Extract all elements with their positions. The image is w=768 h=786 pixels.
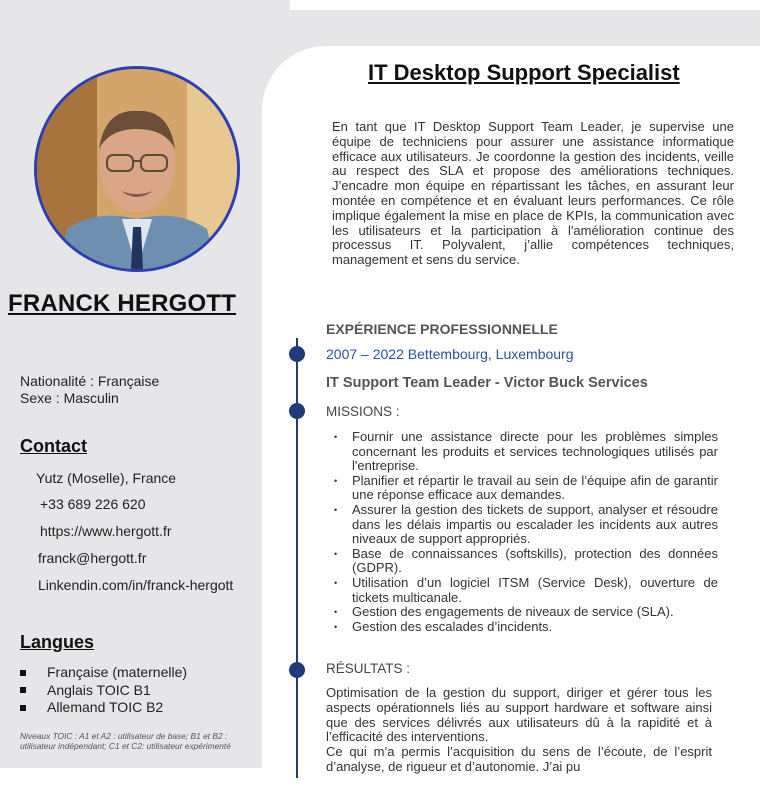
bullet-icon: • (334, 504, 338, 515)
nationality: Nationalité : Française (20, 373, 160, 389)
bullet-icon: • (334, 607, 338, 618)
mission-item: • Base de connaissances (softskills), protection des données (GDPR). (334, 545, 718, 576)
missions-heading: MISSIONS : (326, 404, 400, 419)
language-item: Anglais TOIC B1 (20, 682, 187, 700)
mission-item: • Utilisation d’un logiciel ITSM (Service Desk), ouverture de tickets multicanale. (334, 574, 718, 605)
bullet-icon: • (334, 621, 338, 632)
profile-summary: En tant que IT Desktop Support Team Leader, je supervise une équipe de techniciens pour assurer une assistance informatique efficace aux utilisateurs. Je coordonne la gestion des incidents, veille au respect des SLA et propose des améliorations techniques. J’encadre mon équipe en répartissant les tâches, en assurant leur montée en compétence et en évaluant leurs performances. Ce rôle implique également la mise en place de KPIs, la communication avec les utilisateurs et la participation à l'amélioration continue des processus IT. Polyvalent, j’allie compétences techniques, management et sens du service. (332, 119, 734, 268)
timeline-dot (289, 346, 305, 362)
timeline-dot (289, 662, 305, 678)
sex: Sexe : Masculin (20, 390, 119, 406)
bullet-icon: • (334, 475, 338, 486)
bullet-icon (20, 687, 26, 693)
job-title: IT Desktop Support Specialist (368, 60, 680, 85)
contact-website[interactable]: https://www.hergott.fr (40, 523, 172, 539)
results-heading: RÉSULTATS : (326, 661, 411, 676)
contact-heading: Contact (20, 436, 87, 456)
bullet-icon: • (334, 577, 338, 588)
bullet-icon: • (334, 432, 338, 442)
candidate-name: FRANCK HERGOTT (8, 290, 237, 317)
experience-heading: EXPÉRIENCE PROFESSIONNELLE (326, 321, 558, 337)
experience-period: 2007 – 2022 Bettembourg, Luxembourg (326, 346, 574, 362)
timeline-dot (289, 403, 305, 419)
experience-role: IT Support Team Leader - Victor Buck Services (326, 375, 648, 391)
mission-item: • Gestion des engagements de niveaux de service (SLA). (334, 604, 674, 620)
mission-item: • Planifier et répartir le travail au sein de l’équipe afin de garantir une réponse efficace aux demandes. (334, 472, 718, 503)
results-paragraph: Optimisation de la gestion du support, diriger et gérer tous les aspects opérationnels liés au support hardware et software ainsi que des services délivrés aux utilisateurs dû à la rapidité et à l’efficacité des interventions. (326, 685, 712, 745)
missions-list (330, 430, 718, 634)
bullet-icon (20, 705, 26, 711)
bullet-icon: • (334, 548, 338, 559)
contact-linkedin[interactable]: Linkendin.com/in/franck-hergott (38, 577, 234, 593)
language-item: Française (maternelle) (20, 664, 187, 682)
results-text (326, 686, 712, 775)
personal-info (20, 373, 159, 407)
contact-email[interactable]: franck@hergott.fr (38, 550, 147, 566)
languages-list (20, 664, 187, 717)
language-item: Allemand TOIC B2 (20, 699, 187, 717)
contact-address: Yutz (Moselle), France (36, 470, 177, 486)
languages-heading: Langues (20, 632, 95, 652)
profile-photo (34, 66, 240, 272)
mission-item: • Gestion des escalades d’incidents. (334, 618, 553, 634)
contact-phone[interactable]: +33 689 226 620 (40, 496, 146, 512)
mission-item: • Assurer la gestion des tickets de support, analyser et résoudre dans les délais impartis ou escalader les incidents aux autres niveaux de support appropriés. (334, 501, 718, 547)
mission-item: • Fournir une assistance directe pour les problèmes simples concernant les produits et services technologiques utilisés par l'entreprise. (334, 429, 718, 474)
bullet-icon (20, 670, 26, 676)
language-levels-note: Niveaux TOIC : A1 et A2 : utilisateur de base; B1 et B2 : utilisateur indépendant; C1 et C2: utilisateur expérimenté (20, 731, 231, 751)
results-paragraph-2: Ce qui m’a permis l’acquisition du sens de l’écoute, de l’esprit d’analyse, de rigueur et d’autonomie. J’ai pu (326, 744, 712, 774)
